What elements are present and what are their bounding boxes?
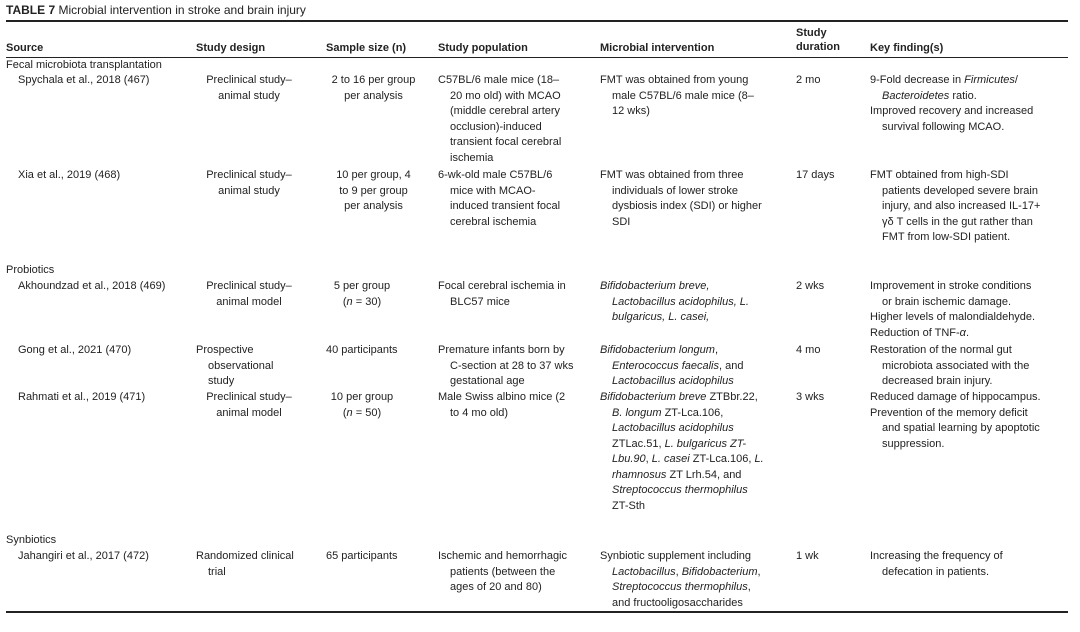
cell-line: 5 per group	[333, 280, 391, 292]
cell-line: defecation in patients.	[882, 565, 990, 578]
cell-line: injury, and also increased IL-17+	[882, 200, 1041, 212]
cell-line: Reduced damage of hippocampus.	[870, 391, 1041, 403]
header-microbial-intervention: Microbial intervention	[600, 42, 715, 54]
cell-population	[438, 343, 574, 390]
cell-line: per analysis	[344, 200, 403, 212]
cell-line: FMT from low-SDI patient.	[882, 231, 1011, 243]
cell-line: rhamnosus ZT Lrh.54, and	[612, 468, 742, 481]
header-rule	[6, 57, 1068, 58]
cell-line: γδ T cells in the gut rather than	[882, 215, 1033, 228]
cell-intervention	[600, 279, 749, 326]
cell-line: mice with MCAO-	[450, 184, 536, 197]
cell-line: Lactobacillus acidophilus	[612, 375, 734, 387]
cell-duration: 2 wks	[796, 280, 825, 292]
header-study-duration	[796, 26, 840, 54]
cell-line: 9-Fold decrease in Firmicutes/	[870, 74, 1018, 86]
cell-line: 20 mo old) with MCAO	[450, 89, 561, 102]
cell-line: ischemia	[450, 151, 494, 164]
cell-line: Prevention of the memory deficit	[870, 406, 1028, 419]
cell-intervention	[600, 390, 764, 514]
cell-sample: 65 participants	[326, 550, 398, 562]
cell-line: (n = 30)	[342, 295, 382, 308]
table-title: Microbial intervention in stroke and brain injury	[58, 3, 306, 17]
cell-line: suppression.	[882, 437, 945, 450]
cell-line: induced transient focal	[450, 200, 561, 212]
header-sample-size	[326, 41, 406, 55]
cell-source: Akhoundzad et al., 2018 (469)	[18, 280, 166, 292]
cell-line: survival following MCAO.	[882, 120, 1005, 133]
cell-line: patients (between the	[450, 565, 556, 578]
cell-sample	[326, 168, 421, 215]
cell-source: Rahmati et al., 2019 (471)	[18, 391, 146, 403]
cell-design	[196, 390, 302, 421]
cell-finding	[870, 168, 1040, 246]
cell-population	[438, 168, 560, 230]
cell-line: Reduction of TNF-α.	[870, 326, 970, 339]
section-synbiotics: Synbiotics	[6, 534, 57, 546]
header-duration-line1: Study	[796, 27, 827, 39]
section-probiotics: Probiotics	[6, 264, 55, 276]
cell-line: Bacteroidetes ratio.	[882, 89, 977, 102]
cell-sample	[326, 390, 398, 421]
cell-duration: 1 wk	[796, 550, 819, 562]
cell-line: individuals of lower stroke	[612, 184, 738, 197]
cell-design	[196, 73, 302, 104]
cell-intervention	[600, 73, 754, 120]
cell-line: Lactobacillus, Bifidobacterium,	[612, 565, 761, 578]
cell-line: or brain ischemic damage.	[882, 295, 1012, 308]
cell-line: to 4 mo old)	[450, 406, 509, 419]
cell-line: trial	[208, 565, 226, 578]
cell-line: FMT was obtained from young	[600, 74, 749, 86]
cell-line: FMT was obtained from three	[600, 169, 744, 181]
cell-sample: 40 participants	[326, 344, 398, 356]
header-duration-line2: duration	[796, 41, 840, 53]
cell-design	[196, 168, 302, 199]
cell-line: Improved recovery and increased	[870, 105, 1034, 117]
header-study-population: Study population	[438, 42, 528, 54]
cell-finding	[870, 549, 1003, 580]
cell-line: animal study	[218, 184, 280, 197]
cell-finding	[870, 343, 1029, 390]
cell-duration: 17 days	[796, 169, 835, 181]
cell-intervention	[600, 343, 743, 390]
cell-design	[196, 343, 273, 390]
cell-line: Randomized clinical	[196, 550, 294, 562]
cell-line: Streptococcus thermophilus	[612, 484, 748, 496]
cell-design	[196, 549, 294, 580]
cell-line: bulgaricus, L. casei,	[612, 311, 710, 323]
cell-line: male C57BL/6 male mice (8–	[612, 89, 754, 102]
cell-line: transient focal cerebral	[450, 136, 562, 148]
cell-line: Bifidobacterium longum,	[600, 344, 719, 356]
top-rule	[6, 20, 1068, 22]
cell-population	[438, 549, 567, 596]
section-fmt: Fecal microbiota transplantation	[6, 59, 162, 71]
cell-intervention	[600, 549, 761, 611]
cell-line: animal study	[218, 89, 280, 102]
cell-line: Improvement in stroke conditions	[870, 280, 1032, 292]
cell-line: and fructooligosaccharides	[612, 596, 743, 609]
cell-source: Jahangiri et al., 2017 (472)	[18, 550, 149, 562]
header-key-findings: Key finding(s)	[870, 42, 944, 54]
cell-line: Male Swiss albino mice (2	[438, 391, 566, 403]
cell-line: study	[208, 375, 235, 387]
cell-line: Bifidobacterium breve,	[600, 280, 710, 292]
cell-line: C57BL/6 male mice (18–	[438, 74, 560, 86]
cell-line: observational	[208, 359, 274, 372]
cell-line: 10 per group, 4	[336, 169, 411, 181]
cell-line: Restoration of the normal gut	[870, 344, 1012, 356]
cell-line: Ischemic and hemorrhagic	[438, 550, 568, 562]
cell-line: (middle cerebral artery	[450, 105, 561, 117]
cell-line: 10 per group	[330, 391, 394, 403]
cell-line: Synbiotic supplement including	[600, 550, 752, 562]
cell-source: Xia et al., 2019 (468)	[18, 169, 121, 181]
cell-line: ZTLac.51, L. bulgaricus ZT-	[612, 437, 747, 450]
cell-finding	[870, 73, 1033, 135]
cell-line: Prospective	[196, 344, 254, 356]
cell-line: SDI	[612, 215, 631, 228]
cell-intervention	[600, 168, 762, 230]
header-study-design: Study design	[196, 42, 266, 54]
cell-line: B. longum ZT-Lca.106,	[612, 406, 724, 419]
cell-source: Gong et al., 2021 (470)	[18, 344, 132, 356]
cell-source: Spychala et al., 2018 (467)	[18, 74, 150, 86]
cell-line: Lactobacillus acidophilus, L.	[612, 295, 749, 308]
header-source: Source	[6, 42, 44, 54]
cell-line: gestational age	[450, 375, 525, 387]
cell-line: decreased brain injury.	[882, 375, 993, 387]
table-caption	[6, 3, 306, 17]
cell-population	[438, 73, 561, 166]
cell-sample	[326, 279, 398, 310]
cell-duration: 2 mo	[796, 74, 821, 86]
cell-line: 2 to 16 per group	[331, 74, 416, 86]
cell-line: Enterococcus faecalis, and	[612, 359, 744, 372]
cell-line: Preclinical study–	[206, 280, 292, 292]
cell-line: ZT-Sth	[612, 499, 646, 512]
cell-finding	[870, 390, 1041, 452]
cell-line: patients developed severe brain	[882, 184, 1038, 197]
cell-line: Lbu.90, L. casei ZT-Lca.106, L.	[612, 453, 764, 465]
cell-line: Bifidobacterium breve ZTBbr.22,	[600, 391, 758, 403]
cell-line: animal model	[216, 406, 282, 419]
cell-line: microbiota associated with the	[882, 359, 1030, 372]
table-label: TABLE 7	[6, 3, 56, 17]
cell-line: Preclinical study–	[206, 169, 292, 181]
cell-line: ages of 20 and 80)	[450, 581, 542, 593]
cell-line: to 9 per group	[339, 184, 408, 197]
cell-line: (n = 50)	[342, 406, 382, 419]
cell-line: Lactobacillus acidophilus	[612, 422, 734, 434]
bottom-rule	[6, 611, 1068, 613]
cell-population	[438, 279, 566, 310]
cell-line: FMT obtained from high-SDI	[870, 169, 1009, 181]
header-sample-size-text: Sample size (n)	[326, 42, 407, 54]
cell-sample	[326, 73, 421, 104]
cell-duration: 3 wks	[796, 391, 825, 403]
cell-line: per analysis	[344, 89, 403, 102]
cell-line: Streptococcus thermophilus,	[612, 581, 751, 593]
cell-line: Premature infants born by	[438, 344, 565, 356]
cell-line: Increasing the frequency of	[870, 550, 1003, 562]
cell-line: cerebral ischemia	[450, 215, 537, 228]
cell-line: BLC57 mice	[450, 295, 510, 308]
cell-population	[438, 390, 565, 421]
cell-design	[196, 279, 302, 310]
cell-line: Preclinical study–	[206, 391, 292, 403]
cell-line: Focal cerebral ischemia in	[438, 280, 566, 292]
cell-line: and spatial learning by apoptotic	[882, 422, 1040, 434]
cell-line: animal model	[216, 295, 282, 308]
cell-finding	[870, 279, 1035, 341]
cell-duration: 4 mo	[796, 344, 821, 356]
cell-line: 6-wk-old male C57BL/6	[438, 169, 553, 181]
cell-line: Higher levels of malondialdehyde.	[870, 311, 1036, 323]
cell-line: C-section at 28 to 37 wks	[450, 359, 574, 372]
cell-line: occlusion)-induced	[450, 120, 542, 133]
cell-line: 12 wks)	[612, 105, 650, 117]
cell-line: Preclinical study–	[206, 74, 292, 86]
cell-line: dysbiosis index (SDI) or higher	[612, 200, 762, 212]
